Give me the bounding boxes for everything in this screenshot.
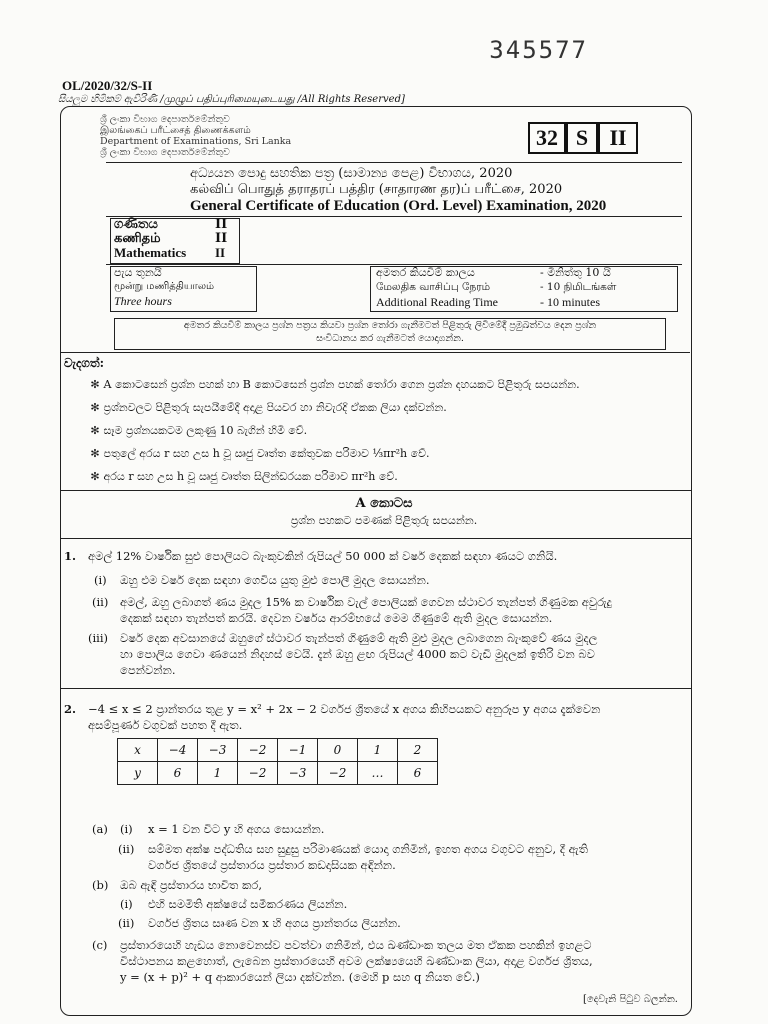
table-header-y: y (118, 762, 158, 785)
q2-stem-line-1: −4 ≤ x ≤ 2 ප්‍රාන්තරය තුළ y = x² + 2x − 2 වර්ගජ ශ්‍රිතයේ x අගය කිහිපයකට අනුරූප y අගය දැක්වෙන (88, 702, 601, 716)
dept-line-ta: இலங்கைப் பரீட்சைத் திணைக்களம் (100, 125, 251, 136)
q2-a-i-line-1: x = 1 වන විට y හි අගය සොයන්න. (148, 822, 325, 836)
code-number: 32 (528, 122, 566, 154)
q1-part-label: (ii) (92, 595, 109, 609)
q2-a-ii-line-2: වර්ගජ ශ්‍රිතයේ ප්‍රස්තාරය ප්‍රස්තාර කඩදාසියක අඳින්න. (148, 858, 396, 872)
divider (60, 490, 692, 491)
table-header-x: x (118, 739, 158, 762)
notes-heading: වැදගත්: (64, 356, 105, 370)
code-s: S (566, 122, 598, 154)
reading-value-si: - මිනිත්තු 10 යි (540, 266, 611, 279)
rights-reserved: සියලුම හිමිකම් ඇවිරිණි /முழுப் பதிப்புரிமையுடையது /All Rights Reserved] (58, 94, 405, 105)
q2-c-label: (c) (92, 938, 108, 952)
duration-en: Three hours (114, 294, 172, 308)
table-cell: … (358, 762, 398, 785)
q2-a-ii-line-1: සම්මත අක්ෂ පද්ධතිය සහ සුදුසු පරිමාණයක් යොදා ගනිමින්, ඉහත අගය වගුවට අනුව, දී ඇති (148, 842, 588, 856)
reading-note-line-2: සංවිධානය කර ගැනීමටත් යොදාගන්න. (316, 333, 464, 344)
table-cell: −2 (318, 762, 358, 785)
subject-en-part: II (215, 245, 226, 260)
subject-si-part: II (215, 217, 228, 232)
table-cell: −3 (198, 739, 238, 762)
q2-a-i-label: (i) (120, 822, 133, 836)
q1-part-ii-line-2: දෙකක් සඳහා තැන්පත් කරයි. දෙවන වර්ෂය ආරම්භයේ මෙම ගිණුමේ ඇති මුදල සොයන්න. (120, 611, 553, 625)
divider (106, 162, 682, 163)
asterisk-icon: ✻ (90, 378, 100, 391)
note-item-5: ✻ අරය r සහ උස h වූ ඍජු වෘත්ත සිලින්ඩරයක පරිමාව πr²h වේ. (90, 470, 398, 483)
q1-part-label: (i) (94, 573, 107, 587)
subject-en: Mathematics (114, 245, 187, 260)
subject-ta-part: II (215, 231, 228, 246)
q2-c-line-2: විස්ථාපනය කළහොත්, ලැබෙන ප්‍රස්තාරයෙහි අවම ලක්ෂ්‍යයෙහි ඛණ්ඩාංක ලියා, අදාළ වර්ගජ ශ්‍රිතය, (120, 954, 593, 968)
table-cell: −2 (238, 762, 278, 785)
note-item-2: ✻ ප්‍රශ්නවලට පිළිතුරු සැපයීමේදී අදාළ පියවර හා නිවැරදි ඒකක ලියා දක්වන්න. (90, 401, 447, 414)
exam-title-si: අධ්‍යයන පොදු සහතික පත්‍ර (සාමාන්‍ය පෙළ) විභාගය, 2020 (190, 166, 513, 181)
values-table (117, 738, 438, 785)
q1-part-i-line-1: ඔහු එම වර්ෂ දෙක සඳහා ගෙවිය යුතු මුළු පොලී මුදල සොයන්න. (120, 573, 430, 587)
paper-code: OL/2020/32/S-II (62, 78, 153, 93)
serial-number: 345577 (489, 36, 588, 64)
table-cell: −4 (158, 739, 198, 762)
q2-b-label: (b) (92, 878, 109, 892)
reading-label-ta: மேலதிக வாசிப்பு நேரம் (376, 281, 491, 293)
q1-stem: අමල් 12% වාර්ෂික සුළු පොලියට බැංකුවකින් රුපියල් 50 000 ක් වර්ෂ දෙකක් සඳහා ණයට ගනියි. (88, 549, 558, 563)
asterisk-icon: ✻ (90, 470, 100, 483)
page-turn-note: [දෙවැනි පිටුව බලන්න. (583, 994, 678, 1005)
table-cell: 0 (318, 739, 358, 762)
q2-stem-line-2: අසම්පූර්ණ වගුවක් පහත දී ඇත. (88, 718, 243, 732)
reading-value-en: - 10 minutes (540, 295, 600, 309)
q2-b-ii-label: (ii) (118, 916, 135, 930)
table-cell: 2 (398, 739, 438, 762)
table-cell: 6 (398, 762, 438, 785)
dept-line-si: ශ්‍රී ලංකා විභාග දෙපාර්තමේන්තුව (100, 114, 230, 125)
table-cell: −3 (278, 762, 318, 785)
q2-a-label: (a) (92, 822, 108, 836)
code-part: II (598, 122, 638, 154)
duration-si: පැය තුනයි (114, 266, 162, 279)
q1-part-ii-line-1: අමල්, ඔහු ලබාගත් ණය මුදල 15% ක වාර්ෂික වැල් පොලියක් ගෙවන ස්ථාවර තැන්පත් ගිණුමක අවුරුදු (120, 595, 612, 609)
table-row (118, 739, 438, 762)
reading-note-line-1: අමතර කියවීම් කාලය ප්‍රශ්න පත්‍රය කියවා ප්‍රශ්න තෝරා ගැනීමටත් පිළිතුරු ලිවීමේදී ප්‍රමුඛත්වය දෙන ප්‍රශ්න (183, 320, 597, 331)
section-title: A කොටස (355, 496, 413, 511)
section-instruction: ප්‍රශ්න පහකට පමණක් පිළිතුරු සපයන්න. (290, 514, 478, 527)
asterisk-icon: ✻ (90, 447, 100, 460)
q2-b-i-line-1: එහි සමමිති අක්ෂයේ සමීකරණය ලියන්න. (148, 897, 348, 911)
q2-c-line-3: y = (x + p)² + q ආකාරයෙන් ලියා දක්වන්න. (මෙහි p සහ q නියත වේ.) (120, 970, 480, 984)
asterisk-icon: ✻ (90, 401, 100, 414)
q1-part-iii-line-1: වර්ෂ දෙක අවසානයේ ඔහුගේ ස්ථාවර තැන්පත් ගිණුමේ ඇති මුළු මුදල ලබාගෙන බැංකුවේ ණය මුදල (120, 631, 598, 645)
exam-title-en: General Certificate of Education (Ord. Level) Examination, 2020 (190, 198, 607, 214)
divider (106, 216, 682, 217)
table-cell: 6 (158, 762, 198, 785)
q2-b-intro: ඔබ ඇඳි ප්‍රස්තාරය භාවිත කර, (120, 878, 262, 892)
q1-part-label: (iii) (88, 631, 109, 645)
reading-label-si: අමතර කියවීම් කාලය (376, 266, 475, 279)
notes-top-rule (60, 352, 690, 353)
divider (106, 264, 682, 265)
table-cell: −2 (238, 739, 278, 762)
table-cell: 1 (198, 762, 238, 785)
exam-title-ta: கல்விப் பொதுத் தராதரப் பத்திர (சாதாரண தர)ப் பரீட்சை, 2020 (190, 182, 563, 197)
duration-ta: மூன்று மணித்தியாலம் (114, 281, 215, 292)
note-item-3: ✻ සෑම ප්‍රශ්නයකටම ලකුණු 10 බැගින් හිමි වේ. (90, 424, 308, 437)
note-item-1: ✻ A කොටසෙන් ප්‍රශ්න පහක් හා B කොටසෙන් ප්‍රශ්න පහක් තෝරා ගෙන ප්‍රශ්න දහයකට පිළිතුරු සපයන්න. (90, 378, 580, 391)
divider (60, 688, 692, 689)
reading-label-en: Additional Reading Time (376, 295, 499, 309)
q1-part-iii-line-3: පෙන්වන්න. (120, 663, 176, 677)
note-item-4: ✻ පතුලේ අරය r සහ උස h වූ ඍජු වෘත්ත කේතුවක පරිමාව ⅓πr²h වේ. (90, 447, 430, 460)
dept-line-en: Department of Examinations, Sri Lanka (100, 136, 292, 147)
dept-line-si-2: ශ්‍රී ලංකා විභාග දෙපාර්තමේන්තුව (100, 147, 230, 158)
q2-b-i-label: (i) (120, 897, 133, 911)
divider (60, 538, 692, 539)
asterisk-icon: ✻ (90, 424, 100, 437)
table-cell: 1 (358, 739, 398, 762)
q2-b-ii-line-1: වර්ගජ ශ්‍රිතය සෘණ වන x හි අගය ප්‍රාන්තරය ලියන්න. (148, 916, 401, 930)
q1-part-iii-line-2: හා පොලිය ගෙවා ණයෙන් නිදහස් වෙයි. දැන් ඔහු ළඟ රුපියල් 4000 කට වැඩි මුදලක් ඉතිරි වන බව (120, 647, 595, 661)
q1-number: 1. (64, 549, 77, 563)
subject-ta: கணிதம் (114, 231, 161, 246)
subject-si: ගණිතය (114, 217, 158, 232)
table-cell: −1 (278, 739, 318, 762)
q2-c-line-1: ප්‍රස්තාරයෙහි හැඩය නොවෙනස්ව පවත්වා ගනිමින්, එය ඛණ්ඩාංක තලය මත ඒකක පහකින් ඉහළට (120, 938, 592, 952)
q2-a-ii-label: (ii) (118, 842, 135, 856)
reading-value-ta: - 10 நிமிடங்கள் (540, 281, 617, 293)
q2-number: 2. (64, 702, 77, 716)
reading-note-box (114, 318, 666, 350)
table-row (118, 762, 438, 785)
